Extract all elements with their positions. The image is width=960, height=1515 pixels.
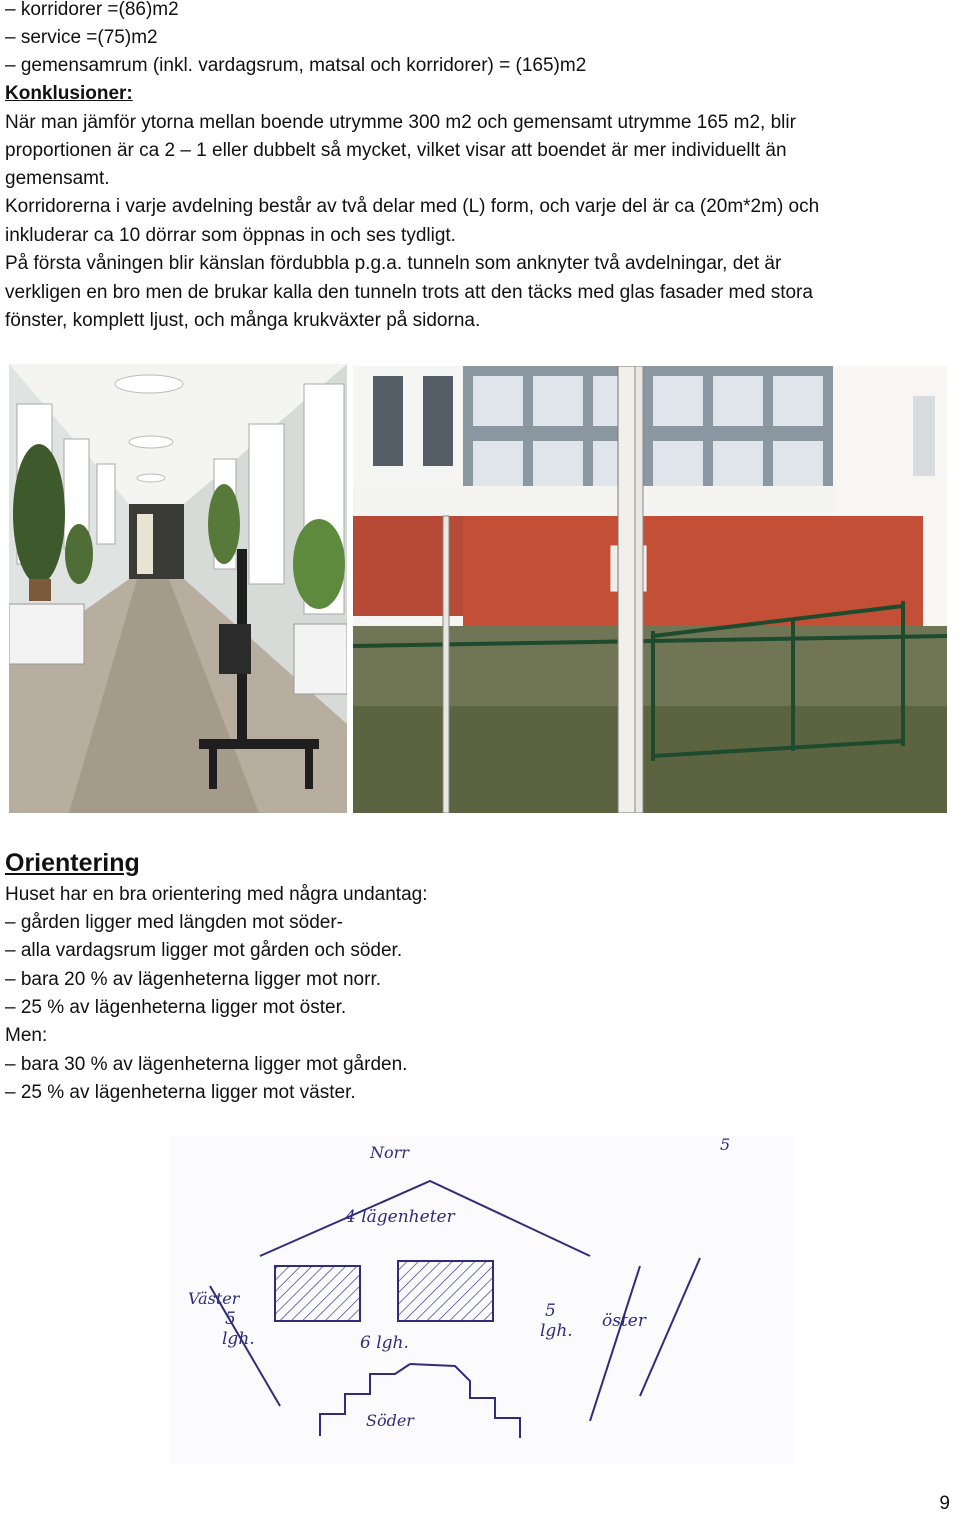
orientation-line-6: Men: xyxy=(5,1025,48,1046)
orientation-line-8: – 25 % av lägenheterna ligger mot väster. xyxy=(5,1082,356,1103)
corridor-photo xyxy=(9,364,347,813)
sketch-east-count-unit: lgh. xyxy=(540,1321,573,1341)
orientation-line-1: Huset har en bra orientering med några undantag: xyxy=(5,884,428,905)
orientation-line-7: – bara 30 % av lägenheterna ligger mot gården. xyxy=(5,1054,408,1075)
conclusion-line-1: När man jämför ytorna mellan boende utrymme 300 m2 och gemensamt utrymme 165 m2, blir xyxy=(5,112,796,133)
orientation-heading: Orientering xyxy=(5,849,140,877)
sketch-west: Väster xyxy=(188,1289,240,1308)
page-number: 9 xyxy=(939,1493,950,1514)
conclusion-line-7: verkligen en bro men de brukar kalla den tunneln trots att den täcks med glas fasader med stora xyxy=(5,282,813,303)
orientation-line-4: – bara 20 % av lägenheterna ligger mot norr. xyxy=(5,969,382,990)
conclusion-line-8: fönster, komplett ljust, och många krukväxter på sidorna. xyxy=(5,310,481,331)
sketch-west-count-num: 5 xyxy=(225,1309,236,1329)
conclusion-line-5: inkluderar ca 10 dörrar som öppnas in och ses tydligt. xyxy=(5,225,456,246)
conclusion-line-6: På första våningen blir känslan fördubbla p.g.a. tunneln som anknyter två avdelningar, det är xyxy=(5,253,782,274)
sketch-north: Norr xyxy=(370,1143,409,1162)
conclusion-line-4: Korridorerna i varje avdelning består av två delar med (L) form, och varje del är ca (20m*2m) och xyxy=(5,196,820,217)
orientation-sketch xyxy=(170,1136,794,1464)
orientation-line-3: – alla vardagsrum ligger mot gården och söder. xyxy=(5,940,403,961)
sketch-center-count: 6 lgh. xyxy=(360,1333,409,1353)
orientation-line-2: – gården ligger med längden mot söder- xyxy=(5,912,343,933)
conclusions-heading: Konklusioner: xyxy=(5,83,133,104)
conclusion-line-3: gemensamt. xyxy=(5,168,110,189)
intro-line-1: – korridorer =(86)m2 xyxy=(5,0,179,20)
sketch-east-count-num: 5 xyxy=(545,1301,556,1321)
intro-line-3: – gemensamrum (inkl. vardagsrum, matsal och korridorer) = (165)m2 xyxy=(5,55,587,76)
conclusion-line-2: proportionen är ca 2 – 1 eller dubbelt så mycket, vilket visar att boendet är mer individuellt än xyxy=(5,140,787,161)
sketch-north-count: 4 lägenheter xyxy=(345,1207,455,1227)
intro-line-2: – service =(75)m2 xyxy=(5,27,158,48)
sketch-west-count-unit: lgh. xyxy=(222,1329,255,1349)
bridge-photo xyxy=(353,366,947,813)
sketch-east: öster xyxy=(602,1311,646,1331)
sketch-south: Söder xyxy=(366,1411,414,1430)
orientation-line-5: – 25 % av lägenheterna ligger mot öster. xyxy=(5,997,347,1018)
sketch-corner-mark: 5 xyxy=(720,1136,731,1154)
